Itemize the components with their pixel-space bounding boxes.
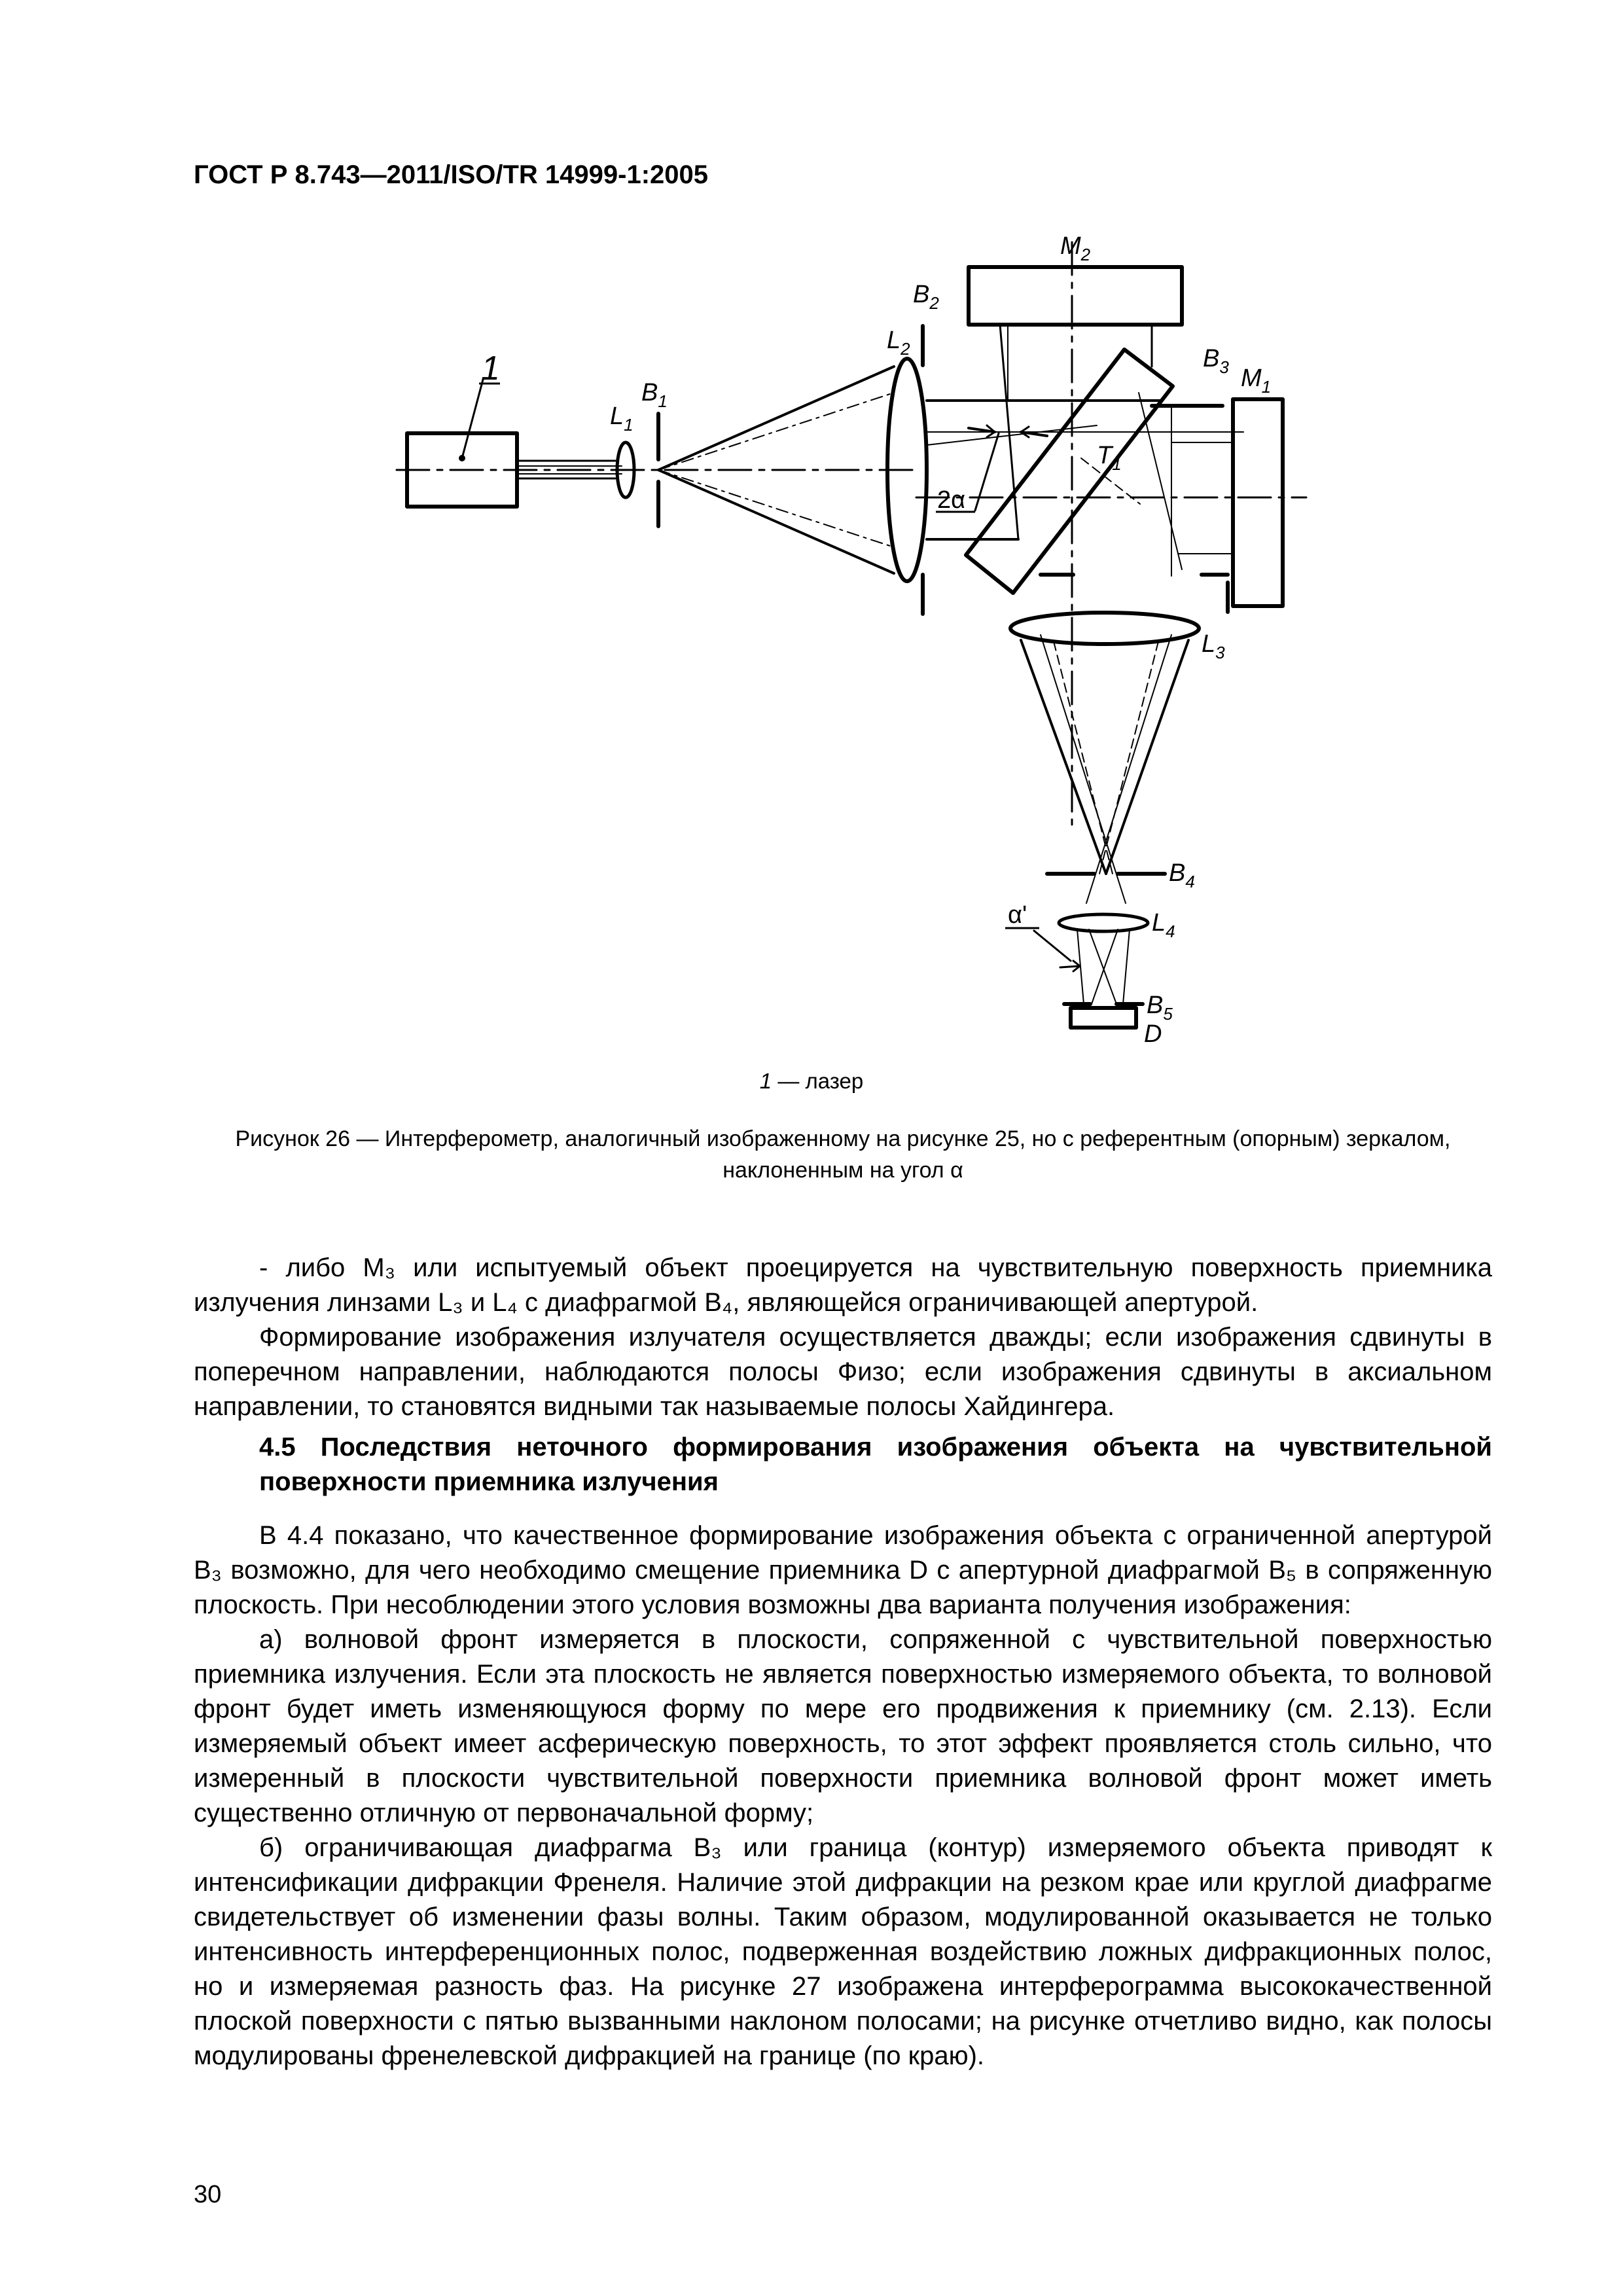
paragraph-1: - либо M₃ или испытуемый объект проецируется на чувствительную поверхность приемника излучения линзами L₃ и L₄ с диафрагмой B₄, являющейся ограничивающей апертурой.	[194, 1253, 1492, 1317]
label-B3: $B_3$	[1203, 345, 1229, 377]
interferometer-diagram	[0, 216, 1623, 1067]
paragraph-3: В 4.4 показано, что качественное формирование изображения объекта с ограниченной апертурой B₃ возможно, для чего необходимо смещение приемника D с апертурной диафрагмой B₅ в сопряженную плоскость. При несоблюдении этого условия возможны два варианта получения изображения:	[194, 1521, 1492, 1619]
paragraph-5: б) ограничивающая диафрагма B₃ или граница (контур) измеряемого объекта приводят к интенсификации дифракции Френеля. Наличие этой дифракции на резком крае или круглой диафрагме свидетельствует об изменении фазы волны. Таким образом, модулированной оказывается не только интенсивность интерференционных полос, подверженная воздействию ложных дифракционных полос, но и измеряемая разность фаз. На рисунке 27 изображена интерферограмма высококачественной плоской поверхности с пятью вызванными наклоном полосами; на рисунке отчетливо видно, как полосы модулированы френелевской дифракцией на границе (по краю).	[194, 1833, 1492, 2070]
document-header: ГОСТ Р 8.743—2011/ISO/TR 14999-1:2005	[194, 160, 709, 189]
label-L1: $L_1$	[610, 403, 633, 435]
body-paragraphs-2	[194, 1518, 1492, 2073]
label-L4: $L_4$	[1152, 909, 1175, 941]
label-laser-num: 1	[481, 350, 500, 387]
paragraph-4: а) волновой фронт измеряется в плоскости, сопряженной с чувствительной поверхностью приемника излучения. Если эта плоскость не является поверхностью измеряемого объекта, то волновой фронт будет иметь изменяющуюся форму по мере его продвижения к приемнику (см. 2.13). Если измеряемый объект имеет асферическую поверхность, то этот эффект проявляется столь сильно, что измеренный в плоскости чувствительной поверхности приемника волновой фронт может иметь существенно отличную от первоначальной форму;	[194, 1625, 1492, 1827]
page-number: 30	[194, 2181, 222, 2208]
lens-L4	[1059, 914, 1148, 931]
mirror-M1	[1233, 399, 1283, 606]
label-B5: $B_5$	[1147, 992, 1173, 1024]
figure-legend: 1 — лазер	[759, 1069, 864, 1093]
label-M1: $M_1$	[1241, 365, 1272, 397]
figure-caption: Рисунок 26 — Интерферометр, аналогичный изображенному на рисунке 25, но с референтным (опорным) зеркалом, наклоненным на угол α	[235, 1126, 1451, 1183]
label-B2: $B_2$	[913, 281, 939, 313]
label-T1: $T_1$	[1097, 442, 1122, 474]
label-B4: $B_4$	[1169, 859, 1195, 891]
body-paragraphs-1	[194, 1251, 1492, 1424]
label-L2: $L_2$	[887, 327, 910, 359]
label-alpha-prime: α'	[1008, 901, 1027, 929]
mirror-M2	[969, 267, 1182, 325]
label-D: D	[1144, 1020, 1162, 1048]
paragraph-2: Формирование изображения излучателя осуществляется дважды; если изображения сдвинуты в поперечном направлении, наблюдаются полосы Физо; если изображения сдвинуты в аксиальном направлении, то становятся видными так называемые полосы Хайдингера.	[194, 1323, 1492, 1421]
detector-D	[1071, 1008, 1136, 1028]
label-two-alpha: 2α	[937, 486, 966, 514]
label-L3: $L_3$	[1202, 630, 1225, 662]
beamsplitter-T1	[966, 350, 1173, 593]
label-B1: $B_1$	[641, 379, 668, 411]
label-M2: $M_2$	[1060, 232, 1091, 264]
section-heading-4-5: 4.5 Последствия неточного формирования изображения объекта на чувствительной поверхности приемника излучения	[259, 1433, 1492, 1496]
